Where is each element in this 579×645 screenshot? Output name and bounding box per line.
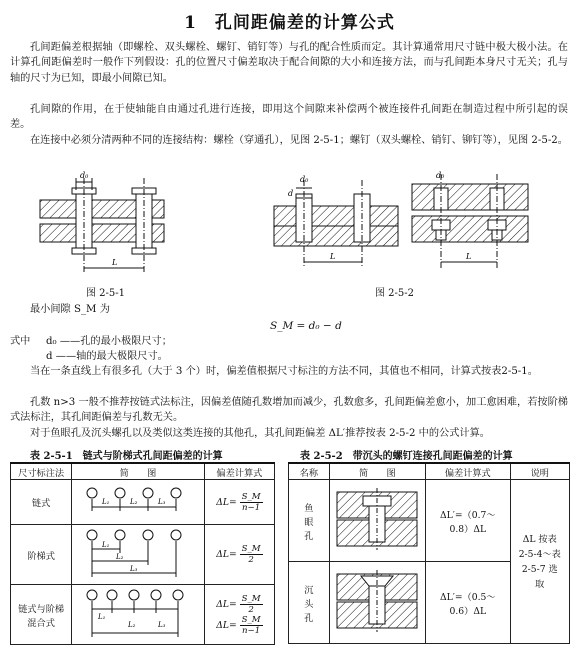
dim-l1: L₁ [102,541,110,549]
table2-name: 沉头孔 [289,562,330,644]
formula-fraction [240,544,263,565]
table2-caption: 表 2-5-2 带沉头的螺钉连接孔间距偏差的计算 [300,451,513,462]
fig2-label-d: d [288,189,294,198]
paragraph-3: 在连接中必须分清两种不同的连接结构：螺栓（穿通孔），见图 2-5-1；螺钉（双头螺栓、销钉、铆钉等），见图 2-5-2。 [30,135,568,146]
table-2-5-1 [10,462,275,645]
fraction-denominator: n−1 [241,625,261,636]
fraction-denominator: n−1 [241,502,261,513]
fraction-numerator: S_M [241,544,261,554]
table2-note: ΔL 按表 2-5-4～表 2-5-7 选取 [510,480,569,644]
table2-header-formula: 偏差计算式 [426,463,510,480]
paragraph-4: 当在一条直线上有很多孔（大于 3 个）时，偏差值根据尺寸标注的方法不同，其值也不相同，计算式按表2-5-1。 [30,366,538,377]
section-title: 1 孔间距偏差的计算公式 [184,13,395,33]
dim-l1: L₁ [98,613,106,621]
formula-lhs: ΔL= [216,598,237,610]
table2-formula: ΔL′=（0.5～0.6）ΔL [426,562,510,644]
table2-name: 鱼眼孔 [289,480,330,562]
table-row [289,480,570,562]
table1-method: 链式与阶梯混合式 [11,585,72,645]
figure-2-5-2-right [410,170,530,274]
formula-sm: S_M = d₀ − d [270,320,342,332]
dim-l3: L₃ [130,565,138,573]
formula-fraction [240,615,263,636]
where-d0: d₀ ——孔的最小极限尺寸； [46,336,172,347]
paragraph-5: 孔数 n>3 一般不推荐按链式法标注，因偏差值随孔数增加而减少，孔数愈多，孔间距偏差愈小，加工愈困难，若按阶梯式法标注，其孔间距偏差与孔数无关。 [10,397,568,424]
dim-l3: L₃ [158,621,166,629]
table2-header-note: 说明 [510,463,569,480]
countersunk-diagram [335,570,419,632]
fisheye-diagram [335,488,419,550]
fraction-numerator: S_M [241,614,261,625]
table1-diagram-step [72,525,205,585]
fig1-label-d0: d₀ [80,171,89,180]
formula-lhs: ΔL= [216,549,237,560]
where-d: d ——轴的最大极限尺寸。 [46,351,168,362]
table1-method: 阶梯式 [11,525,72,585]
where-label: 式中 [10,336,31,347]
fig3-label-d0: d₀ [436,171,445,180]
table1-formula-cell [204,525,274,585]
dim-l1: L₁ [102,497,110,506]
dim-l3: L₃ [158,497,166,506]
paragraph-2: 孔间隙的作用，在于使轴能自由通过孔进行连接，即用这个间隙来补偿两个被连接件孔间距在制造过程中所引起的误差。 [10,104,568,131]
table-row [11,525,275,585]
table1-caption: 表 2-5-1 链式与阶梯式孔间距偏差的计算 [30,451,223,462]
fig2-label-d0: d₀ [300,175,309,184]
table2-diagram-fisheye [329,480,425,562]
fraction-denominator: 2 [248,555,254,565]
fig1-label-L: L [112,258,118,267]
table1-method: 链式 [11,480,72,525]
figure-1-caption: 图 2-5-1 [86,288,126,299]
table1-header-method: 尺寸标注法 [11,463,72,480]
table2-formula: ΔL′=（0.7～0.8）ΔL [426,480,510,562]
chain-diagram [78,483,198,519]
figure-2-caption: 图 2-5-2 [375,288,415,299]
fraction-denominator: 2 [248,604,254,615]
table2-header-name: 名称 [289,463,330,480]
dim-l2: L₂ [130,497,138,506]
table1-formula-cell [204,480,274,525]
formula-intro: 最小间隙 S_M 为 [30,304,110,315]
figure-2-5-1 [38,170,166,282]
table1-diagram-chain [72,480,205,525]
dim-l2: L₂ [116,553,124,561]
paragraph-1: 孔间距偏差根据轴（即螺栓、双头螺栓、螺钉、销钉等）与孔的配合性质而定。其计算通常用尺寸链中极大极小法。在计算孔间距偏差时一般作下列假设：孔的位置尺寸偏差取决于配合间隙的大小和连接方法，而与孔间距本身尺寸无关；孔与轴的尺寸为已知，即最小间隙已知。 [10,42,568,84]
formula-lhs: ΔL= [216,496,237,508]
figure-2-5-2-left [272,170,400,274]
formula-lhs: ΔL= [216,619,237,631]
table1-header-diagram: 简 图 [72,463,205,480]
step-diagram [78,527,198,579]
fig3-label-L: L [466,252,472,261]
mixed-diagram [78,587,198,639]
formula-fraction [240,594,263,615]
table-2-5-2 [288,462,570,644]
table2-header-diagram: 简 图 [329,463,425,480]
formula-fraction [240,492,263,513]
table-row [11,480,275,525]
fig2-label-L: L [330,252,336,261]
paragraph-6: 对于鱼眼孔及沉头螺孔以及类似这类连接的其他孔，其孔间距偏差 ΔL′推荐按表 2-5-2 中的公式计算。 [30,428,490,439]
dim-l2: L₂ [128,621,136,629]
table1-header-formula: 偏差计算式 [204,463,274,480]
table2-diagram-countersunk [329,562,425,644]
fraction-numerator: S_M [241,491,261,502]
fraction-numerator: S_M [241,593,261,604]
